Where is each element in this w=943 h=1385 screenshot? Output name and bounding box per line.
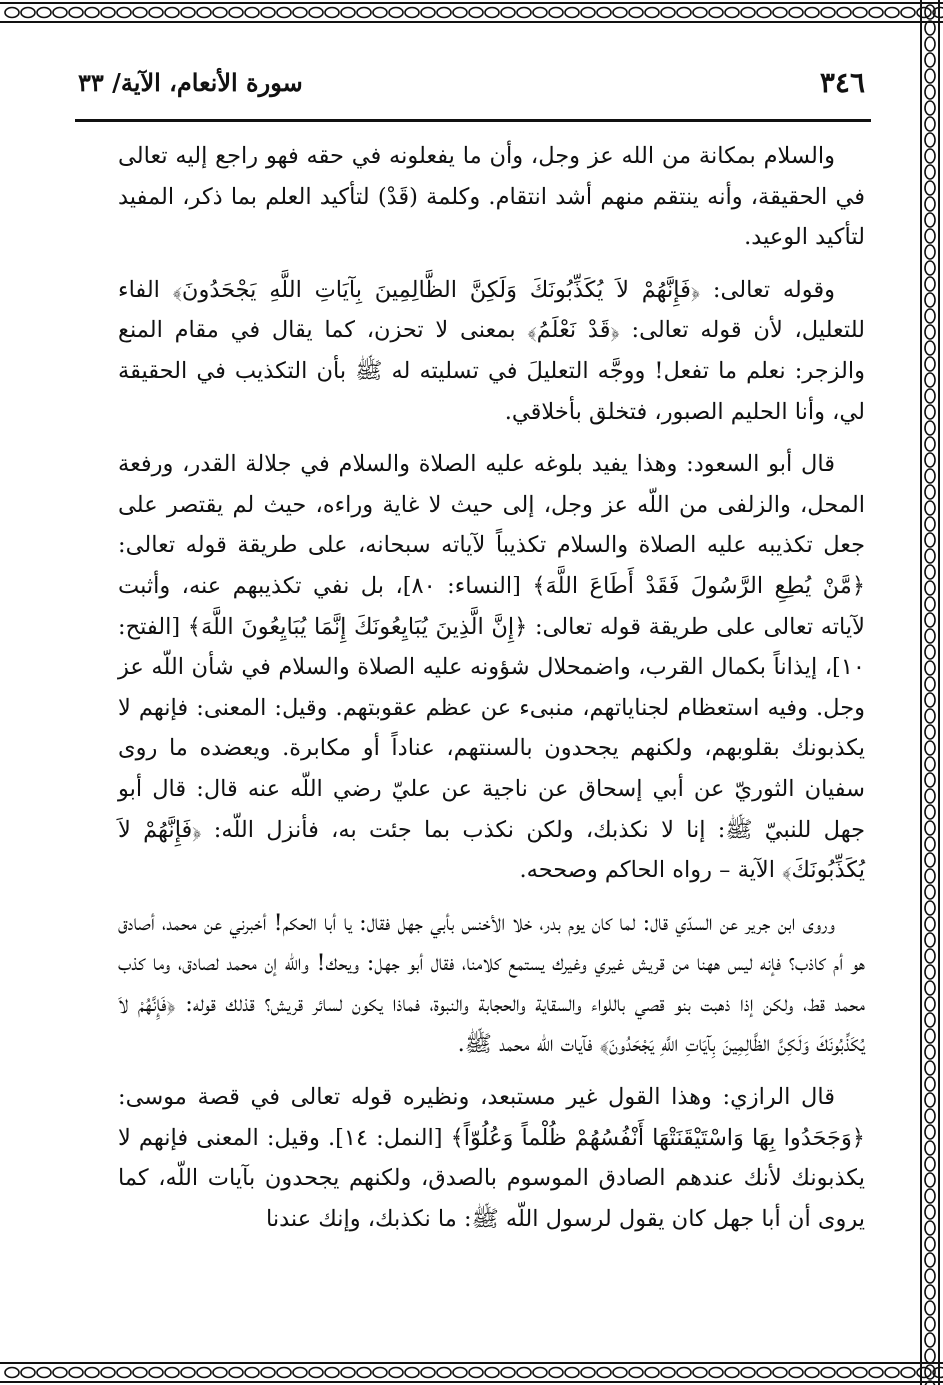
decorative-border-bottom bbox=[0, 1359, 943, 1385]
decorative-border-right bbox=[917, 0, 943, 1385]
header-rule bbox=[75, 119, 871, 122]
page-header bbox=[78, 58, 865, 106]
page-number: ٣٤٦ bbox=[819, 66, 865, 99]
paragraph: وقوله تعالى: ﴿فَإِنَّهُمْ لاَ يُكَذِّبُونَكَ وَلَكِنَّ الظَّالِمِينَ بِآيَاتِ اللَّهِ يَجْحَدُونَ﴾ الفاء للتعليل، لأن قوله تعالى: ﴿قَدْ نَعْلَمُ﴾ بمعنى لا تحزن، كما يقال في مقام المنع والزجر: نعلم ما تفعل! ووجَّه التعليلَ في تسليته له ﷺ بأن التكذيب في الحقيقة لي، وأنا الحليم الصبور، فتخلق بأخلاقي. bbox=[118, 276, 865, 425]
running-title: سورة الأنعام، الآية/ ٣٣ bbox=[78, 68, 303, 97]
paragraph: قال أبو السعود: وهذا يفيد بلوغه عليه الصلاة والسلام في جلالة القدر، ورفعة المحل، والزلفى من اللّه عز وجل، إلى حيث لا غاية وراءه، حيث لم يقتصر على جعل تكذيبه عليه الصلاة والسلام تكذيباً لآياته سبحانه، على طريقة قوله تعالى: ﴿مَّنْ يُطِعِ الرَّسُولَ فَقَدْ أَطَاعَ اللَّهَ﴾ [النساء: ٨٠]، بل نفي تكذيبهم عنه، وأثبت لآياته تعالى على طريقة قوله تعالى: ﴿إِنَّ الَّذِينَ يُبَايِعُونَكَ إِنَّمَا يُبَايِعُونَ اللَّهَ﴾ [الفتح: ١٠]، إيذاناً بكمال القرب، واضمحلال شؤونه عليه الصلاة والسلام في شأن اللّه عز وجل. وفيه استعظام لجناياتهم، منبىء عن عظم عقوبتهم. وقيل: المعنى: فإنهم لا يكذبونك بقلوبهم، ولكنهم يجحدون بالسنتهم، عناداً أو مكابرة. ويعضده ما روى سفيان الثوريّ عن أبي إسحاق عن ناجية عن عليّ رضي اللّه عنه قال: قال أبو جهل للنبيّ ﷺ: إنا لا نكذبك، ولكن نكذب بما جئت به، فأنزل اللّه: ﴿فَإِنَّهُمْ لاَ يُكَذِّبُونَكَ﴾ الآية – رواه الحاكم وصححه. bbox=[118, 451, 866, 884]
paragraph: قال الرازي: وهذا القول غير مستبعد، ونظيره قوله تعالى في قصة موسى: ﴿وَجَحَدُوا بِهَا وَاسْتَيْقَنَتْهَا أَنْفُسُهُمْ ظُلْماً وَعُلُوّاً﴾ [النمل: ١٤]. وقيل: المعنى فإنهم لا يكذبونك لأنك عندهم الصادق الموسوم بالصدق، ولكنهم يجحدون بآيات اللّه، كما يروى أن أبا جهل كان يقول لرسول اللّه ﷺ: ما نكذبك، وإنك عندنا bbox=[118, 1084, 865, 1232]
paragraph: وروى ابن جرير عن السدّي قال: لما كان يوم بدر، خلا الأخنس بأبي جهل فقال: يا أبا الحكم! أخبرني عن محمد، أصادق هو أم كاذب؟ فإنه ليس ههنا من قريش غيري وغيرك يستمع كلامنا، فقال أبو جهل: ويحك! واللّه إن محمد لصادق، وما كذب محمد قط، ولكن إذا ذهبت بنو قصي باللواء والسقاية والحجابة والنبوة، فماذا يكون لسائر قريش؟ قذلك قوله: ﴿فَإِنَّهُمْ لاَ يُكَذِّبُونَكَ وَلَكِنَّ الظَّالِمِينَ بِآيَاتِ اللَّهِ يَجْحَدُونَ﴾ فآيات اللّه محمد ﷺ. bbox=[118, 909, 865, 1058]
decorative-border-top bbox=[0, 0, 943, 26]
paragraph: والسلام بمكانة من الله عز وجل، وأن ما يفعلونه في حقه فهو راجع إليه تعالى في الحقيقة، وأنه ينتقم منهم أشد انتقام. وكلمة (قَدْ) لتأكيد العلم بما ذكر، المفيد لتأكيد الوعيد. bbox=[118, 143, 865, 251]
body-text bbox=[118, 136, 865, 1239]
